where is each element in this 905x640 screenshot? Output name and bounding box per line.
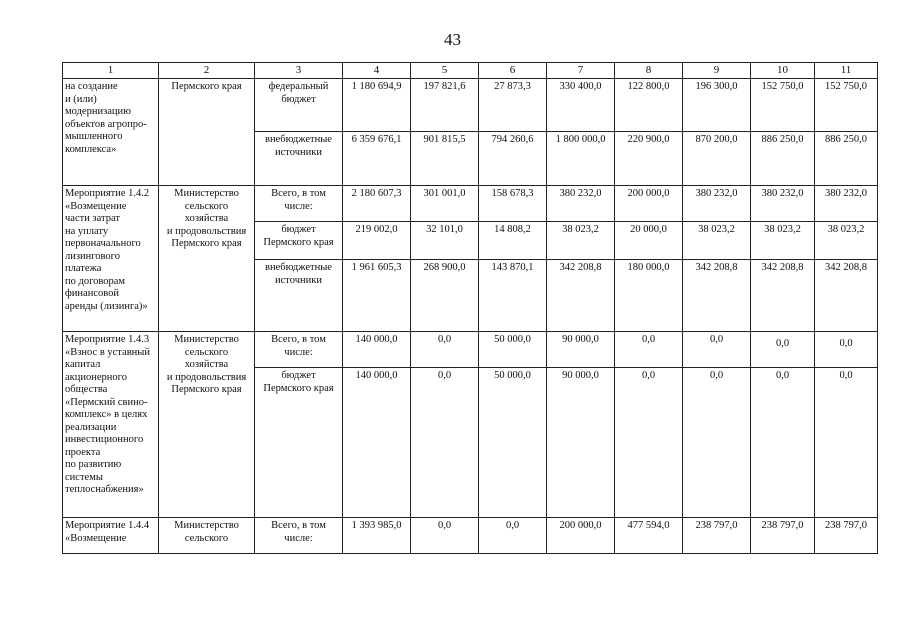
amount-cell: 301 001,0: [411, 186, 479, 222]
table-body: [63, 63, 878, 554]
column-number-header: 5: [411, 63, 479, 79]
amount-cell: 1 393 985,0: [343, 518, 411, 554]
amount-cell: 143 870,1: [479, 260, 547, 332]
amount-cell: 6 359 676,1: [343, 132, 411, 186]
amount-cell: 152 750,0: [815, 79, 878, 132]
executor-cell: Министерство сельского: [159, 518, 255, 554]
amount-cell: 140 000,0: [343, 368, 411, 518]
amount-cell: 870 200,0: [683, 132, 751, 186]
amount-cell: 0,0: [615, 368, 683, 518]
amount-cell: 268 900,0: [411, 260, 479, 332]
table-row: [63, 79, 878, 132]
amount-cell: 794 260,6: [479, 132, 547, 186]
table-row: [63, 186, 878, 222]
amount-cell: 342 208,8: [683, 260, 751, 332]
amount-cell: 200 000,0: [615, 186, 683, 222]
amount-cell: 38 023,2: [547, 222, 615, 260]
funding-source-cell: внебюджетные источники: [255, 132, 343, 186]
funding-source-cell: Всего, в том числе:: [255, 332, 343, 368]
amount-cell: 886 250,0: [815, 132, 878, 186]
amount-cell: 0,0: [411, 368, 479, 518]
funding-source-cell: бюджет Пермского края: [255, 368, 343, 518]
amount-cell: 38 023,2: [815, 222, 878, 260]
table-row: [63, 518, 878, 554]
column-number-header: 10: [751, 63, 815, 79]
column-number-header: 7: [547, 63, 615, 79]
amount-cell: 220 900,0: [615, 132, 683, 186]
amount-cell: 90 000,0: [547, 368, 615, 518]
amount-cell: 0,0: [683, 368, 751, 518]
amount-cell: 0,0: [479, 518, 547, 554]
amount-cell: 1 800 000,0: [547, 132, 615, 186]
amount-cell: 477 594,0: [615, 518, 683, 554]
amount-cell: 197 821,6: [411, 79, 479, 132]
amount-cell: 1 180 694,9: [343, 79, 411, 132]
column-number-header: 6: [479, 63, 547, 79]
amount-cell: 0,0: [815, 332, 878, 368]
amount-cell: 90 000,0: [547, 332, 615, 368]
amount-cell: 152 750,0: [751, 79, 815, 132]
amount-cell: 342 208,8: [815, 260, 878, 332]
amount-cell: 32 101,0: [411, 222, 479, 260]
measure-name-cell: на создание и (или) модернизацию объектов агропро- мышленного комплекса»: [63, 79, 159, 186]
amount-cell: 180 000,0: [615, 260, 683, 332]
amount-cell: 380 232,0: [815, 186, 878, 222]
executor-cell: Пермского края: [159, 79, 255, 186]
executor-cell: Министерство сельского хозяйства и продовольствия Пермского края: [159, 332, 255, 518]
amount-cell: 0,0: [615, 332, 683, 368]
executor-cell: Министерство сельского хозяйства и продовольствия Пермского края: [159, 186, 255, 332]
amount-cell: 901 815,5: [411, 132, 479, 186]
amount-cell: 886 250,0: [751, 132, 815, 186]
column-number-header: 2: [159, 63, 255, 79]
funding-source-cell: Всего, в том числе:: [255, 186, 343, 222]
amount-cell: 342 208,8: [751, 260, 815, 332]
amount-cell: 0,0: [683, 332, 751, 368]
page-number: 43: [444, 30, 461, 49]
amount-cell: 219 002,0: [343, 222, 411, 260]
column-number-header: 1: [63, 63, 159, 79]
amount-cell: 200 000,0: [547, 518, 615, 554]
column-number-header: 4: [343, 63, 411, 79]
amount-cell: 20 000,0: [615, 222, 683, 260]
column-number-header: 8: [615, 63, 683, 79]
amount-cell: 2 180 607,3: [343, 186, 411, 222]
amount-cell: 50 000,0: [479, 332, 547, 368]
amount-cell: 380 232,0: [751, 186, 815, 222]
column-number-header: 3: [255, 63, 343, 79]
amount-cell: 122 800,0: [615, 79, 683, 132]
measure-name-cell: Мероприятие 1.4.4 «Возмещение: [63, 518, 159, 554]
column-number-header: 11: [815, 63, 878, 79]
header-row: [63, 63, 878, 79]
funding-source-cell: Всего, в том числе:: [255, 518, 343, 554]
amount-cell: 50 000,0: [479, 368, 547, 518]
column-number-header: 9: [683, 63, 751, 79]
funding-source-cell: бюджет Пермского края: [255, 222, 343, 260]
amount-cell: 0,0: [411, 332, 479, 368]
measure-name-cell: Мероприятие 1.4.3 «Взнос в уставный капитал акционерного общества «Пермский свино- комплекс» в целях реализации инвестиционного проекта по развитию системы теплоснабжения»: [63, 332, 159, 518]
table-row: [63, 332, 878, 368]
amount-cell: 342 208,8: [547, 260, 615, 332]
amount-cell: 38 023,2: [751, 222, 815, 260]
amount-cell: 27 873,3: [479, 79, 547, 132]
amount-cell: 14 808,2: [479, 222, 547, 260]
funding-source-cell: федеральный бюджет: [255, 79, 343, 132]
amount-cell: 0,0: [751, 368, 815, 518]
amount-cell: 0,0: [411, 518, 479, 554]
amount-cell: 238 797,0: [815, 518, 878, 554]
amount-cell: 238 797,0: [683, 518, 751, 554]
amount-cell: 158 678,3: [479, 186, 547, 222]
amount-cell: 330 400,0: [547, 79, 615, 132]
amount-cell: 0,0: [751, 332, 815, 368]
amount-cell: 238 797,0: [751, 518, 815, 554]
amount-cell: 38 023,2: [683, 222, 751, 260]
funding-source-cell: внебюджетные источники: [255, 260, 343, 332]
amount-cell: 0,0: [815, 368, 878, 518]
amount-cell: 140 000,0: [343, 332, 411, 368]
amount-cell: 196 300,0: [683, 79, 751, 132]
amount-cell: 380 232,0: [547, 186, 615, 222]
budget-table: [62, 62, 878, 554]
measure-name-cell: Мероприятие 1.4.2 «Возмещение части затрат на уплату первоначального лизингового платежа по договорам финансовой аренды (лизинга)»: [63, 186, 159, 332]
amount-cell: 380 232,0: [683, 186, 751, 222]
amount-cell: 1 961 605,3: [343, 260, 411, 332]
